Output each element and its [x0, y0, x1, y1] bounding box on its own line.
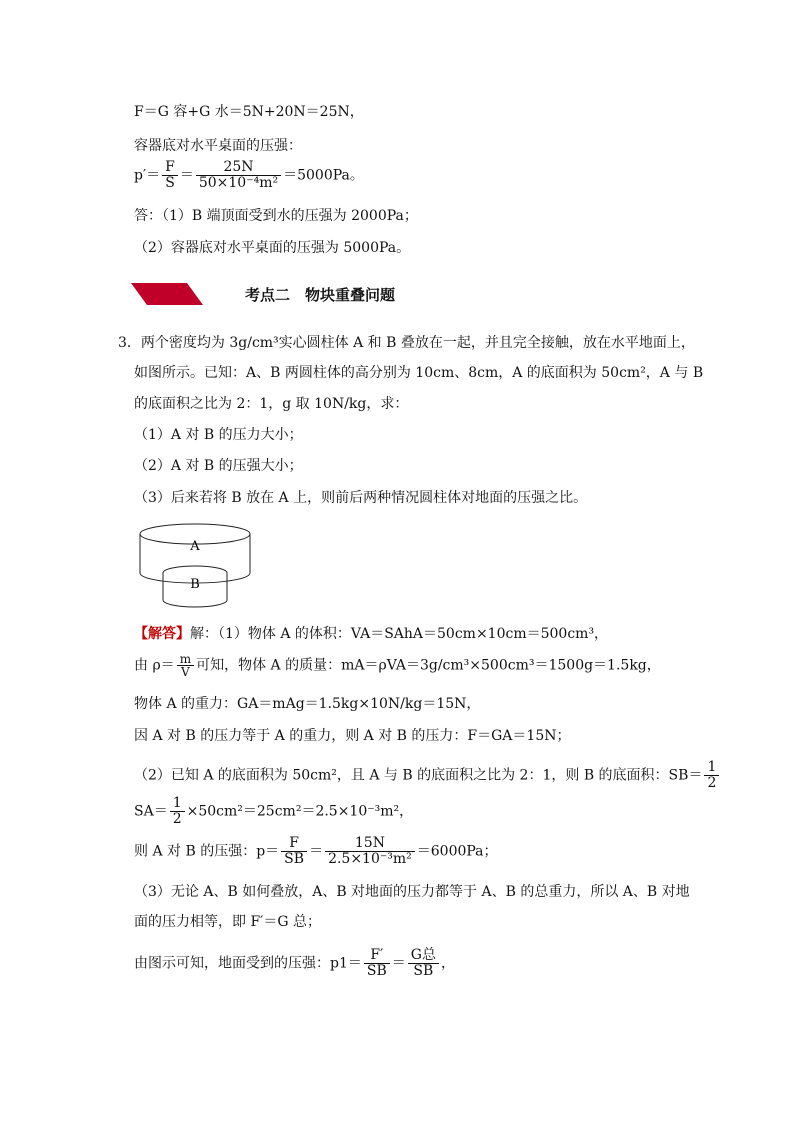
q3-sub-2: （2）A 对 B 的压强大小；	[134, 458, 303, 474]
solution-line-6: SA＝ $\frac{1}{2}$ ×50cm²＝25cm²＝2.5×10⁻³m²，	[134, 795, 414, 827]
solution-line-1: 【解答】解：（1）物体 A 的体积：VA＝SAhA＝50cm×10cm＝500cm³，	[134, 626, 609, 642]
fraction-half-2: $\frac{1}{2}$	[170, 796, 185, 827]
q3-line-3: 的底面积之比为 2：1，g 取 10N/kg，求：	[134, 396, 409, 412]
fraction-f-sb: $\frac{F}{SB}$	[281, 836, 307, 867]
solution-line-8: （3）无论 A、B 如何叠放，A、B 对地面的压力都等于 A、B 的总重力，所以 A、B 对地	[134, 884, 690, 900]
solution-line-7: 则 A 对 B 的压强：p＝ $\frac{F}{SB}$ ＝ $\frac{15N}{\text{2.5×10⁻³m²}}$ ＝6000Pa；	[134, 835, 498, 867]
fraction-m-v: $\frac{m}{V}$	[177, 653, 194, 678]
cylinders-figure	[130, 518, 260, 614]
solution-line-3: 物体 A 的重力：GA＝mAg＝1.5kg×10N/kg＝15N，	[134, 696, 481, 712]
pressure-equation: p′＝ $\frac{F}{S}$ ＝ $\frac{25N}{\text{50×10⁻⁴m²}}$ ＝5000Pa。	[134, 159, 364, 191]
solution-line-2: 由 ρ＝ $\frac{m}{V}$ 可知，物体 A 的质量：mA＝ρVA＝3g/cm³×500cm³＝1500g＝1.5kg，	[134, 652, 661, 679]
fraction-15n: $\frac{15N}{\text{2.5×10⁻³m²}}$	[325, 836, 415, 867]
p-prime-lhs: p′＝	[134, 167, 161, 184]
fraction-half-1: $\frac{1}{2}$	[704, 760, 719, 791]
fraction-fprime-sb: $\frac{F'}{SB}$	[364, 948, 390, 979]
force-equation: F＝G 容+G 水＝5N+20N＝25N，	[134, 104, 364, 120]
solution-line-9: 面的压力相等，即 F′＝G 总；	[134, 914, 321, 930]
pressure-intro: 容器底对水平桌面的压强：	[134, 138, 302, 154]
q3-sub-3: （3）后来若将 B 放在 A 上，则前后两种情况圆柱体对地面的压强之比。	[134, 490, 588, 506]
label-b: B	[190, 577, 200, 592]
label-a: A	[190, 539, 200, 554]
solution-line-4: 因 A 对 B 的压力等于 A 的重力，则 A 对 B 的压力：F＝GA＝15N；	[134, 728, 571, 744]
q3-line-1: 3．两个密度均为 3g/cm³实心圆柱体 A 和 B 叠放在一起，并且完全接触，放在水平地面上，	[118, 335, 695, 351]
answer-1: 答：（1）B 端顶面受到水的压强为 2000Pa；	[134, 208, 418, 224]
solution-line-5: （2）已知 A 的底面积为 50cm²，且 A 与 B 的底面积之比为 2：1，则 B 的底面积：SB＝ $\frac{1}{2}$	[134, 760, 721, 791]
cylinder-b-bottom	[163, 600, 227, 607]
answer-2: （2）容器底对水平桌面的压强为 5000Pa。	[134, 240, 411, 256]
fraction-25n: $\frac{25N}{\text{50×10⁻⁴m²}}$	[196, 160, 281, 191]
solution-line-10: 由图示可知，地面受到的压强：p1＝ $\frac{F'}{SB}$ ＝ $\frac{\text{G总}}{SB}$ ，	[134, 947, 455, 979]
solution-tag: 【解答】	[134, 626, 190, 642]
q3-line-2: 如图所示。已知：A、B 两圆柱体的高分别为 10cm、8cm，A 的底面积为 50cm²，A 与 B	[134, 365, 704, 381]
q3-sub-1: （1）A 对 B 的压力大小；	[134, 427, 303, 443]
fraction-gtotal-sb: $\frac{\text{G总}}{SB}$	[408, 948, 439, 979]
fraction-f-s: $\frac{F}{S}$	[162, 160, 178, 191]
cylinder-b-top	[163, 566, 227, 573]
section-banner-shape	[131, 283, 203, 305]
section-title: 考点二 物块重叠问题	[245, 286, 396, 304]
